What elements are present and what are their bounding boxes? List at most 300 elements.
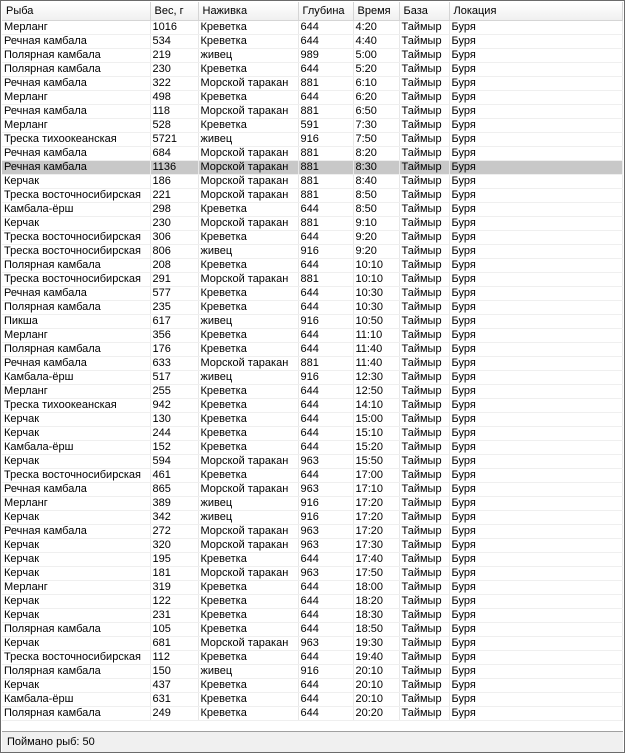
- fish-cell: Речная камбала: [2, 35, 150, 49]
- weight-cell: 594: [150, 455, 198, 469]
- location-cell: Буря: [449, 525, 622, 539]
- bait-cell: Креветка: [198, 203, 298, 217]
- depth-cell: 963: [298, 637, 353, 651]
- fish-cell: Мерланг: [2, 385, 150, 399]
- table-row[interactable]: [2, 679, 622, 693]
- time-cell: 20:10: [353, 665, 399, 679]
- base-cell: Таймыр: [399, 217, 449, 231]
- bait-cell: Креветка: [198, 581, 298, 595]
- table-row[interactable]: [2, 385, 622, 399]
- column-header-bait[interactable]: Наживка: [198, 2, 298, 21]
- weight-cell: 231: [150, 609, 198, 623]
- weight-cell: 298: [150, 203, 198, 217]
- table-row[interactable]: [2, 35, 622, 49]
- table-row[interactable]: [2, 693, 622, 707]
- base-cell: Таймыр: [399, 623, 449, 637]
- depth-cell: 644: [298, 469, 353, 483]
- fish-cell: Керчак: [2, 609, 150, 623]
- weight-cell: 112: [150, 651, 198, 665]
- table-row[interactable]: [2, 609, 622, 623]
- weight-cell: 517: [150, 371, 198, 385]
- bait-cell: Креветка: [198, 21, 298, 35]
- depth-cell: 881: [298, 77, 353, 91]
- base-cell: Таймыр: [399, 455, 449, 469]
- bait-cell: Морской таракан: [198, 161, 298, 175]
- base-cell: Таймыр: [399, 609, 449, 623]
- depth-cell: 881: [298, 175, 353, 189]
- depth-cell: 644: [298, 413, 353, 427]
- depth-cell: 916: [298, 133, 353, 147]
- time-cell: 8:50: [353, 203, 399, 217]
- bait-cell: Креветка: [198, 553, 298, 567]
- time-cell: 10:30: [353, 287, 399, 301]
- time-cell: 4:40: [353, 35, 399, 49]
- fish-cell: Керчак: [2, 413, 150, 427]
- base-cell: Таймыр: [399, 413, 449, 427]
- bait-cell: Морской таракан: [198, 483, 298, 497]
- fish-cell: Треска восточносибирская: [2, 469, 150, 483]
- catch-table-area: [2, 2, 623, 730]
- table-row[interactable]: [2, 343, 622, 357]
- depth-cell: 644: [298, 329, 353, 343]
- depth-cell: 644: [298, 427, 353, 441]
- table-row[interactable]: [2, 21, 622, 35]
- base-cell: Таймыр: [399, 371, 449, 385]
- bait-cell: Креветка: [198, 329, 298, 343]
- location-cell: Буря: [449, 637, 622, 651]
- location-cell: Буря: [449, 651, 622, 665]
- depth-cell: 644: [298, 399, 353, 413]
- time-cell: 15:20: [353, 441, 399, 455]
- fish-cell: Пикша: [2, 315, 150, 329]
- table-row[interactable]: [2, 651, 622, 665]
- base-cell: Таймыр: [399, 525, 449, 539]
- table-row[interactable]: [2, 203, 622, 217]
- column-header-location[interactable]: Локация: [449, 2, 622, 21]
- time-cell: 17:00: [353, 469, 399, 483]
- fish-cell: Речная камбала: [2, 357, 150, 371]
- table-row[interactable]: [2, 595, 622, 609]
- time-cell: 17:20: [353, 497, 399, 511]
- base-cell: Таймыр: [399, 203, 449, 217]
- base-cell: Таймыр: [399, 707, 449, 721]
- time-cell: 20:10: [353, 679, 399, 693]
- table-body: [2, 21, 622, 721]
- base-cell: Таймыр: [399, 483, 449, 497]
- fish-cell: Полярная камбала: [2, 49, 150, 63]
- time-cell: 6:20: [353, 91, 399, 105]
- table-row[interactable]: [2, 399, 622, 413]
- table-row[interactable]: [2, 301, 622, 315]
- table-row[interactable]: [2, 581, 622, 595]
- table-row[interactable]: [2, 119, 622, 133]
- depth-cell: 881: [298, 147, 353, 161]
- table-row[interactable]: [2, 329, 622, 343]
- depth-cell: 644: [298, 91, 353, 105]
- fish-cell: Керчак: [2, 553, 150, 567]
- time-cell: 8:40: [353, 175, 399, 189]
- table-row[interactable]: [2, 637, 622, 651]
- base-cell: Таймыр: [399, 175, 449, 189]
- depth-cell: 644: [298, 385, 353, 399]
- fish-cell: Керчак: [2, 511, 150, 525]
- fish-cell: Керчак: [2, 637, 150, 651]
- table-row[interactable]: [2, 707, 622, 721]
- time-cell: 14:10: [353, 399, 399, 413]
- location-cell: Буря: [449, 553, 622, 567]
- location-cell: Буря: [449, 217, 622, 231]
- time-cell: 17:50: [353, 567, 399, 581]
- weight-cell: 208: [150, 259, 198, 273]
- table-row[interactable]: [2, 91, 622, 105]
- weight-cell: 461: [150, 469, 198, 483]
- depth-cell: 916: [298, 245, 353, 259]
- table-row[interactable]: [2, 553, 622, 567]
- weight-cell: 105: [150, 623, 198, 637]
- table-row[interactable]: [2, 231, 622, 245]
- fish-cell: Треска восточносибирская: [2, 189, 150, 203]
- weight-cell: 1016: [150, 21, 198, 35]
- location-cell: Буря: [449, 21, 622, 35]
- bait-cell: живец: [198, 49, 298, 63]
- depth-cell: 644: [298, 63, 353, 77]
- bait-cell: Креветка: [198, 595, 298, 609]
- weight-cell: 249: [150, 707, 198, 721]
- table-header-row: [2, 2, 622, 21]
- depth-cell: 963: [298, 567, 353, 581]
- weight-cell: 1136: [150, 161, 198, 175]
- table-row[interactable]: [2, 525, 622, 539]
- table-row[interactable]: [2, 483, 622, 497]
- weight-cell: 437: [150, 679, 198, 693]
- fish-cell: Треска восточносибирская: [2, 651, 150, 665]
- table-row[interactable]: [2, 175, 622, 189]
- time-cell: 11:10: [353, 329, 399, 343]
- base-cell: Таймыр: [399, 63, 449, 77]
- depth-cell: 963: [298, 455, 353, 469]
- table-row[interactable]: [2, 259, 622, 273]
- time-cell: 6:10: [353, 77, 399, 91]
- fish-cell: Треска восточносибирская: [2, 245, 150, 259]
- table-row[interactable]: [2, 77, 622, 91]
- bait-cell: Креветка: [198, 259, 298, 273]
- depth-cell: 881: [298, 161, 353, 175]
- depth-cell: 881: [298, 357, 353, 371]
- location-cell: Буря: [449, 567, 622, 581]
- location-cell: Буря: [449, 469, 622, 483]
- table-row[interactable]: [2, 567, 622, 581]
- table-row[interactable]: [2, 161, 622, 175]
- fish-cell: Мерланг: [2, 581, 150, 595]
- bait-cell: Креветка: [198, 679, 298, 693]
- bait-cell: Креветка: [198, 231, 298, 245]
- weight-cell: 152: [150, 441, 198, 455]
- depth-cell: 644: [298, 287, 353, 301]
- bait-cell: Морской таракан: [198, 455, 298, 469]
- location-cell: Буря: [449, 287, 622, 301]
- bait-cell: Креветка: [198, 35, 298, 49]
- weight-cell: 122: [150, 595, 198, 609]
- location-cell: Буря: [449, 539, 622, 553]
- time-cell: 17:20: [353, 511, 399, 525]
- location-cell: Буря: [449, 329, 622, 343]
- fish-cell: Речная камбала: [2, 147, 150, 161]
- base-cell: Таймыр: [399, 133, 449, 147]
- depth-cell: 989: [298, 49, 353, 63]
- base-cell: Таймыр: [399, 399, 449, 413]
- weight-cell: 534: [150, 35, 198, 49]
- bait-cell: живец: [198, 497, 298, 511]
- depth-cell: 916: [298, 511, 353, 525]
- fish-cell: Мерланг: [2, 497, 150, 511]
- bait-cell: Морской таракан: [198, 175, 298, 189]
- table-row[interactable]: [2, 427, 622, 441]
- bait-cell: живец: [198, 245, 298, 259]
- time-cell: 18:50: [353, 623, 399, 637]
- fish-cell: Керчак: [2, 539, 150, 553]
- table-row[interactable]: [2, 273, 622, 287]
- location-cell: Буря: [449, 273, 622, 287]
- weight-cell: 942: [150, 399, 198, 413]
- fish-cell: Камбала-ёрш: [2, 371, 150, 385]
- table-row[interactable]: [2, 469, 622, 483]
- bait-cell: Креветка: [198, 119, 298, 133]
- base-cell: Таймыр: [399, 343, 449, 357]
- base-cell: Таймыр: [399, 35, 449, 49]
- fish-cell: Речная камбала: [2, 525, 150, 539]
- depth-cell: 916: [298, 371, 353, 385]
- table-row[interactable]: [2, 147, 622, 161]
- location-cell: Буря: [449, 189, 622, 203]
- location-cell: Буря: [449, 63, 622, 77]
- bait-cell: Креветка: [198, 707, 298, 721]
- weight-cell: 244: [150, 427, 198, 441]
- weight-cell: 219: [150, 49, 198, 63]
- bait-cell: Креветка: [198, 343, 298, 357]
- bait-cell: Морской таракан: [198, 567, 298, 581]
- depth-cell: 644: [298, 595, 353, 609]
- bait-cell: Креветка: [198, 287, 298, 301]
- column-header-time[interactable]: Время: [353, 2, 399, 21]
- location-cell: Буря: [449, 259, 622, 273]
- weight-cell: 528: [150, 119, 198, 133]
- table-row[interactable]: [2, 133, 622, 147]
- base-cell: Таймыр: [399, 147, 449, 161]
- location-cell: Буря: [449, 49, 622, 63]
- depth-cell: 644: [298, 651, 353, 665]
- base-cell: Таймыр: [399, 469, 449, 483]
- time-cell: 5:20: [353, 63, 399, 77]
- depth-cell: 644: [298, 707, 353, 721]
- base-cell: Таймыр: [399, 273, 449, 287]
- location-cell: Буря: [449, 623, 622, 637]
- table-row[interactable]: [2, 497, 622, 511]
- time-cell: 8:30: [353, 161, 399, 175]
- time-cell: 7:50: [353, 133, 399, 147]
- fish-cell: Керчак: [2, 455, 150, 469]
- location-cell: Буря: [449, 385, 622, 399]
- time-cell: 15:50: [353, 455, 399, 469]
- bait-cell: Морской таракан: [198, 77, 298, 91]
- base-cell: Таймыр: [399, 315, 449, 329]
- weight-cell: 577: [150, 287, 198, 301]
- bait-cell: Креветка: [198, 441, 298, 455]
- base-cell: Таймыр: [399, 357, 449, 371]
- table-row[interactable]: [2, 63, 622, 77]
- fish-cell: Речная камбала: [2, 77, 150, 91]
- depth-cell: 644: [298, 553, 353, 567]
- base-cell: Таймыр: [399, 287, 449, 301]
- weight-cell: 130: [150, 413, 198, 427]
- table-row[interactable]: [2, 413, 622, 427]
- table-row[interactable]: [2, 315, 622, 329]
- weight-cell: 684: [150, 147, 198, 161]
- base-cell: Таймыр: [399, 539, 449, 553]
- fish-cell: Треска восточносибирская: [2, 231, 150, 245]
- table-row[interactable]: [2, 371, 622, 385]
- base-cell: Таймыр: [399, 119, 449, 133]
- table-row[interactable]: [2, 49, 622, 63]
- status-bar: [2, 731, 623, 752]
- table-row[interactable]: [2, 189, 622, 203]
- bait-cell: Креветка: [198, 301, 298, 315]
- depth-cell: 881: [298, 105, 353, 119]
- bait-cell: Креветка: [198, 651, 298, 665]
- bait-cell: Морской таракан: [198, 525, 298, 539]
- depth-cell: 644: [298, 203, 353, 217]
- weight-cell: 865: [150, 483, 198, 497]
- table-row[interactable]: [2, 287, 622, 301]
- fish-cell: Треска тихоокеанская: [2, 399, 150, 413]
- location-cell: Буря: [449, 707, 622, 721]
- bait-cell: Морской таракан: [198, 105, 298, 119]
- column-header-weight[interactable]: Вес, г: [150, 2, 198, 21]
- base-cell: Таймыр: [399, 49, 449, 63]
- base-cell: Таймыр: [399, 637, 449, 651]
- fish-cell: Полярная камбала: [2, 259, 150, 273]
- weight-cell: 118: [150, 105, 198, 119]
- time-cell: 18:20: [353, 595, 399, 609]
- weight-cell: 291: [150, 273, 198, 287]
- time-cell: 10:50: [353, 315, 399, 329]
- weight-cell: 617: [150, 315, 198, 329]
- table-row[interactable]: [2, 511, 622, 525]
- catch-table: [2, 2, 623, 721]
- fish-cell: Полярная камбала: [2, 63, 150, 77]
- depth-cell: 644: [298, 623, 353, 637]
- weight-cell: 306: [150, 231, 198, 245]
- base-cell: Таймыр: [399, 189, 449, 203]
- depth-cell: 881: [298, 273, 353, 287]
- time-cell: 6:50: [353, 105, 399, 119]
- base-cell: Таймыр: [399, 651, 449, 665]
- base-cell: Таймыр: [399, 595, 449, 609]
- base-cell: Таймыр: [399, 161, 449, 175]
- base-cell: Таймыр: [399, 553, 449, 567]
- time-cell: 4:20: [353, 21, 399, 35]
- time-cell: 12:30: [353, 371, 399, 385]
- bait-cell: Морской таракан: [198, 273, 298, 287]
- weight-cell: 631: [150, 693, 198, 707]
- depth-cell: 644: [298, 693, 353, 707]
- table-row[interactable]: [2, 665, 622, 679]
- table-row[interactable]: [2, 105, 622, 119]
- weight-cell: 633: [150, 357, 198, 371]
- depth-cell: 644: [298, 21, 353, 35]
- time-cell: 20:20: [353, 707, 399, 721]
- time-cell: 10:10: [353, 259, 399, 273]
- location-cell: Буря: [449, 413, 622, 427]
- location-cell: Буря: [449, 147, 622, 161]
- column-header-depth[interactable]: Глубина: [298, 2, 353, 21]
- fish-cell: Мерланг: [2, 329, 150, 343]
- table-row[interactable]: [2, 217, 622, 231]
- depth-cell: 881: [298, 189, 353, 203]
- weight-cell: 322: [150, 77, 198, 91]
- fish-cell: Полярная камбала: [2, 343, 150, 357]
- time-cell: 12:50: [353, 385, 399, 399]
- weight-cell: 498: [150, 91, 198, 105]
- fish-cell: Керчак: [2, 175, 150, 189]
- table-row[interactable]: [2, 455, 622, 469]
- fish-cell: Полярная камбала: [2, 301, 150, 315]
- table-row[interactable]: [2, 245, 622, 259]
- location-cell: Буря: [449, 133, 622, 147]
- base-cell: Таймыр: [399, 693, 449, 707]
- location-cell: Буря: [449, 371, 622, 385]
- table-row[interactable]: [2, 623, 622, 637]
- table-row[interactable]: [2, 441, 622, 455]
- fish-cell: Треска тихоокеанская: [2, 133, 150, 147]
- time-cell: 7:30: [353, 119, 399, 133]
- weight-cell: 176: [150, 343, 198, 357]
- location-cell: Буря: [449, 203, 622, 217]
- fish-cell: Речная камбала: [2, 287, 150, 301]
- time-cell: 17:20: [353, 525, 399, 539]
- depth-cell: 644: [298, 259, 353, 273]
- time-cell: 15:00: [353, 413, 399, 427]
- bait-cell: живец: [198, 133, 298, 147]
- fish-cell: Керчак: [2, 427, 150, 441]
- location-cell: Буря: [449, 35, 622, 49]
- weight-cell: 230: [150, 217, 198, 231]
- depth-cell: 916: [298, 665, 353, 679]
- location-cell: Буря: [449, 595, 622, 609]
- time-cell: 11:40: [353, 343, 399, 357]
- base-cell: Таймыр: [399, 21, 449, 35]
- fish-cell: Полярная камбала: [2, 707, 150, 721]
- depth-cell: 591: [298, 119, 353, 133]
- weight-cell: 389: [150, 497, 198, 511]
- bait-cell: Креветка: [198, 693, 298, 707]
- column-header-fish[interactable]: Рыба: [2, 2, 150, 21]
- table-row[interactable]: [2, 357, 622, 371]
- fish-cell: Мерланг: [2, 21, 150, 35]
- location-cell: Буря: [449, 161, 622, 175]
- depth-cell: 963: [298, 539, 353, 553]
- bait-cell: Креветка: [198, 91, 298, 105]
- fish-cell: Полярная камбала: [2, 623, 150, 637]
- weight-cell: 681: [150, 637, 198, 651]
- bait-cell: Креветка: [198, 469, 298, 483]
- bait-cell: Креветка: [198, 623, 298, 637]
- bait-cell: Морской таракан: [198, 217, 298, 231]
- column-header-base[interactable]: База: [399, 2, 449, 21]
- table-row[interactable]: [2, 539, 622, 553]
- location-cell: Буря: [449, 455, 622, 469]
- fish-cell: Мерланг: [2, 91, 150, 105]
- bait-cell: Креветка: [198, 427, 298, 441]
